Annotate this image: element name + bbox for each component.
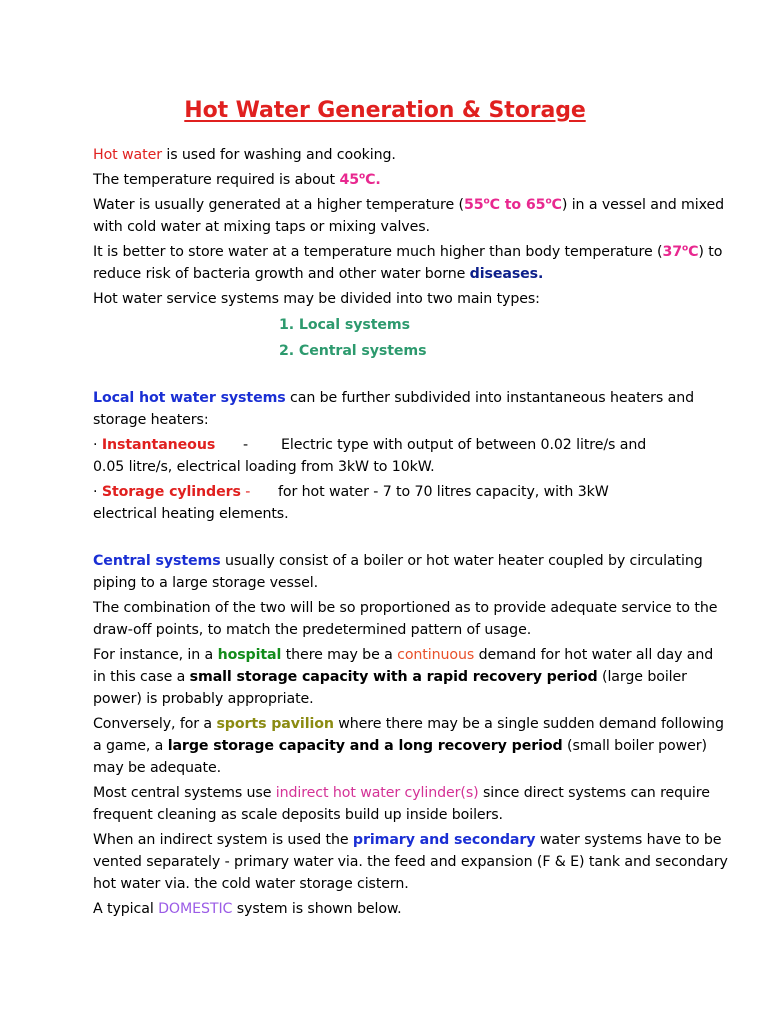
degree-symbol: o	[682, 243, 689, 254]
paragraph-combination: The combination of the two will be so proportioned as to provide adequate service to the draw-off points, to match the predetermined pattern of usage.	[93, 600, 718, 638]
dash-cell: -	[243, 437, 249, 453]
text-span: usually consist of a boiler or hot water heater coupled by circulating piping to a large storage vessel.	[93, 553, 703, 591]
text-span: ) in a vessel and mixed with cold water at mixing taps or mixing valves.	[93, 197, 724, 235]
paragraph-primary-secondary	[93, 829, 728, 895]
text-span: for hot water - 7 to 70 litres capacity, with 3kW	[278, 484, 609, 500]
page-title: Hot Water Generation & Storage	[184, 98, 586, 123]
paragraph-indirect-cylinders	[93, 782, 728, 826]
text-span: where there may be a single sudden demand following a game, a	[93, 716, 724, 754]
list-item: 2. Central systems	[279, 343, 427, 359]
text-span: A typical	[93, 901, 159, 917]
paragraph-service-types: Hot water service systems may be divided into two main types:	[93, 291, 540, 307]
term-indirect-cylinder: indirect hot water cylinder(s)	[275, 785, 479, 801]
term-large-storage: large storage capacity and a long recovery period	[167, 738, 563, 754]
term-hospital: hospital	[217, 647, 282, 663]
system-types-list	[93, 314, 728, 362]
text-span: there may be a	[281, 647, 398, 663]
text-span: 37	[662, 244, 683, 260]
text-span: When an indirect system is used the	[93, 832, 353, 848]
text-span: The temperature required is about	[93, 172, 340, 188]
paragraph-hot-water-use	[93, 144, 728, 166]
label-cell	[93, 434, 243, 456]
paragraph-storage-temperature	[93, 241, 728, 285]
term-domestic: DOMESTIC	[158, 901, 233, 917]
text-span: 55	[463, 197, 484, 213]
term-storage-cylinders: Storage cylinders	[101, 484, 241, 500]
bullet: ·	[93, 484, 102, 500]
term-sports-pavilion: sports pavilion	[216, 716, 334, 732]
text-span: ) to reduce risk of bacteria growth and other water borne	[93, 244, 723, 282]
label-cell	[93, 481, 278, 503]
text-span: system is shown below.	[232, 901, 402, 917]
text-span: demand for hot water all day and in this case a	[93, 647, 714, 685]
temp-37	[662, 244, 698, 260]
text-span: 45	[339, 172, 359, 188]
text-span: electrical heating elements.	[93, 506, 289, 522]
text-span: 0.05 litre/s, electrical loading from 3kW to 10kW.	[93, 459, 435, 475]
text-span: water systems have to be vented separately - primary water via. the feed and expansion (F & E) tank and secondary hot water via. the cold water storage cistern.	[93, 832, 728, 892]
temp-45	[339, 172, 380, 188]
text-span: (large boiler power) is probably appropriate.	[93, 669, 687, 707]
text-span: For instance, in a	[93, 647, 218, 663]
text-span: C.	[365, 172, 381, 188]
term-small-storage: small storage capacity with a rapid recovery period	[189, 669, 598, 685]
term-instantaneous: Instantaneous	[101, 437, 216, 453]
text-span: Most central systems use	[93, 785, 276, 801]
text-span: can be further subdivided into instantaneous heaters and storage heaters:	[93, 390, 695, 428]
temp-range	[464, 197, 562, 213]
text-span: C	[551, 197, 562, 213]
term-central-systems: Central systems	[93, 553, 221, 569]
term-primary-secondary: primary and secondary	[352, 832, 536, 848]
text-span: Conversely, for a	[93, 716, 217, 732]
text-span: Electric type with output of between 0.02 litre/s and	[281, 437, 647, 453]
degree-symbol: o	[483, 196, 490, 207]
paragraph-generation	[93, 194, 728, 238]
paragraph-temperature-required	[93, 169, 728, 191]
item-storage-cylinders	[93, 481, 728, 525]
text-span: Water is usually generated at a higher temperature (	[93, 197, 464, 213]
term-diseases: diseases.	[469, 266, 544, 282]
term-local-systems: Local hot water systems	[93, 390, 286, 406]
degree-symbol: o	[545, 196, 552, 207]
text-span: (small boiler power) may be adequate.	[93, 738, 707, 776]
term-hot-water: Hot water	[93, 147, 162, 163]
text-span: It is better to store water at a temperature much higher than body temperature (	[93, 244, 663, 260]
paragraph-sports-example	[93, 713, 728, 779]
paragraph-central-systems	[93, 550, 728, 594]
list-item: 1. Local systems	[279, 317, 410, 333]
text-span: since direct systems can require frequent cleaning as scale deposits build up inside boilers.	[93, 785, 710, 823]
paragraph-hospital-example	[93, 644, 728, 710]
text-span: is used for washing and cooking.	[161, 147, 396, 163]
text-span: C	[688, 244, 699, 260]
bullet: ·	[93, 437, 102, 453]
item-instantaneous	[93, 434, 728, 478]
paragraph-local-systems	[93, 387, 728, 431]
text-span: C to 65	[489, 197, 546, 213]
term-continuous: continuous	[397, 647, 475, 663]
degree-symbol: o	[358, 171, 366, 182]
text-span: -	[240, 484, 251, 500]
paragraph-domestic	[93, 898, 728, 920]
